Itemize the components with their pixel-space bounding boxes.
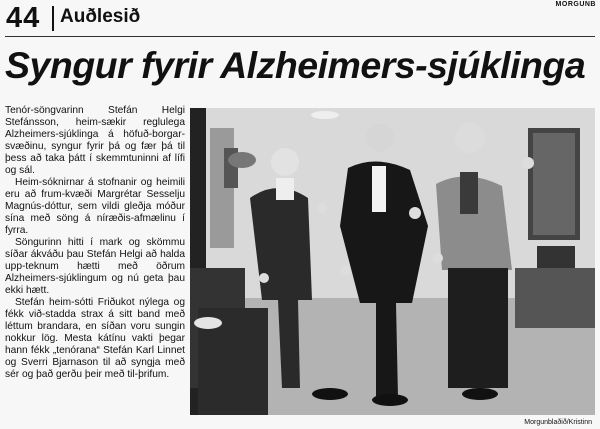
header-rule bbox=[5, 36, 595, 37]
header-divider bbox=[52, 6, 54, 31]
article-body bbox=[5, 105, 185, 381]
article-paragraph: Söngurinn hitti í mark og skömmu síðar ákváðu þau Stefán Helgi að halda upp-teknum hætti með öðrum Alzheimers-sjúklingum og nú geta þau ekki hætt. bbox=[5, 237, 185, 296]
newspaper-name: MORGUNB bbox=[555, 1, 596, 8]
article-paragraph: Tenór-söngvarinn Stefán Helgi Stefánsson, heim-sækir reglulega Alzheimers-sjúklinga á höfuð-borgar-svæðinu, syngur fyrir þá og fær þá til þess að taka þátt í skemmtuninni af lífi og sál. bbox=[5, 105, 185, 176]
article-paragraph: Heim-sóknirnar á stofnanir og heimili eru að frum-kvæði Margrétar Sesselju Magnús-dóttur, sem vildi gleðja móður sína með söng á níræðis-afmælinu í fyrra. bbox=[5, 177, 185, 236]
photo-credit: Morgunblaðið/Kristinn bbox=[524, 419, 592, 426]
page-number: 44 bbox=[6, 2, 41, 34]
article-photo bbox=[190, 108, 595, 415]
article-paragraph: Stefán heim-sótti Friðukot nýlega og fékk við-stadda strax á sitt band með léttum brandara, en síðan voru sungin nokkur lög. Mesta kátínu vakti þegar hann fékk „tenórana“ Stefán Karl Linnet og Sverri Bjarnason til að syngja með sér og það gerðu þeir með til-þrifum. bbox=[5, 297, 185, 380]
section-title: Auðlesið bbox=[60, 6, 141, 27]
headline: Syngur fyrir Alzheimers-sjúklinga bbox=[5, 44, 586, 86]
